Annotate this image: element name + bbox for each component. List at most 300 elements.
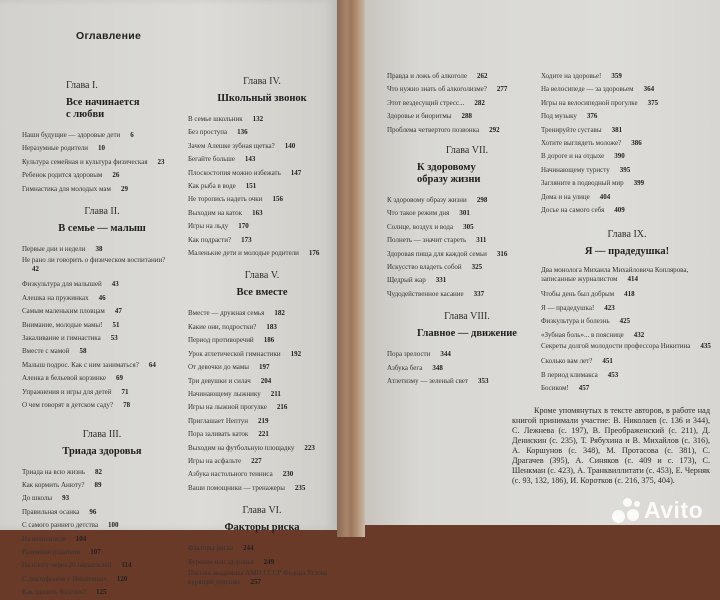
- toc-entry-title: Ваши помощники — тренажеры: [188, 483, 285, 492]
- toc-entry-title: Искусство владеть собой: [387, 263, 462, 272]
- avito-watermark: [612, 497, 703, 524]
- toc-entry-page-number: 143: [244, 155, 256, 164]
- toc-entry-page-number: 42: [32, 265, 39, 274]
- toc-entry-page-number: 71: [121, 387, 129, 396]
- toc-entry: [22, 573, 182, 586]
- toc-entry-title: В дороге и на отдыхе: [541, 152, 605, 161]
- toc-entry-title: Факторы риска: [188, 544, 234, 553]
- toc-entry: [387, 234, 547, 247]
- left-column-1: [22, 80, 182, 600]
- toc-entry-title: Малыш подрос. Как с ним заниматься?: [22, 360, 139, 369]
- toc-entry-title: Что такое режим дня: [387, 209, 450, 218]
- toc-entry-title: Вместе — дружная семья: [188, 309, 265, 318]
- toc-entry: [387, 194, 547, 207]
- toc-entry-page-number: 432: [633, 330, 645, 339]
- toc-entry: [387, 248, 547, 261]
- toc-entry: [387, 288, 547, 301]
- toc-entry-page-number: 46: [98, 293, 106, 302]
- toc-entry: [541, 382, 713, 395]
- toc-entry-title: Игры на велосипедной прогулке: [541, 98, 638, 107]
- toc-entry-page-number: 418: [624, 290, 635, 299]
- toc-entry-title: Дома и на улице: [541, 192, 590, 201]
- chapter-4-title: Школьный звонок: [217, 93, 307, 104]
- toc-entry-title: На велосипеде: [22, 534, 66, 543]
- toc-entry-page-number: 414: [627, 275, 638, 284]
- toc-entry-page-number: 186: [263, 336, 275, 345]
- toc-entry: [188, 569, 336, 587]
- toc-entry-title: В период климакса: [541, 370, 598, 379]
- chapter-2-entries: [22, 243, 182, 412]
- toc-entry-title: Алешка на пружинках: [22, 293, 89, 302]
- toc-entry: [188, 556, 336, 569]
- chapter-5-entries: [188, 307, 336, 495]
- toc-entry-page-number: 104: [75, 534, 87, 543]
- toc-entry: [387, 124, 547, 137]
- toc-entry: [22, 156, 182, 169]
- toc-entry: [188, 468, 336, 481]
- toc-entry-page-number: 353: [478, 377, 489, 386]
- toc-entry-title: Правда и ложь об алкоголе: [387, 72, 468, 80]
- toc-entry-page-number: 244: [243, 544, 254, 553]
- chapter-3-entries: [22, 466, 182, 600]
- toc-entry-page-number: 156: [272, 195, 283, 204]
- toc-entry: [541, 315, 713, 328]
- toc-entry: [22, 305, 182, 318]
- toc-entry: [188, 415, 336, 428]
- toc-entry-title: Загляните в подводный мир: [541, 179, 624, 188]
- toc-entry: [387, 261, 547, 274]
- toc-entry-page-number: 457: [578, 383, 590, 392]
- toc-entry-page-number: 136: [237, 128, 248, 137]
- chapter-9-entries: [541, 266, 713, 395]
- toc-entry-title: Секреты долгой молодости профессора Никитина: [541, 342, 691, 351]
- toc-entry-page-number: 6: [130, 131, 134, 139]
- toc-entry-page-number: 390: [614, 152, 625, 161]
- toc-entry: [22, 345, 182, 358]
- toc-entry-page-number: 29: [120, 184, 128, 193]
- chapter-1-title: Все начинается с любви: [66, 97, 140, 120]
- toc-entry-title: Курение или здоровье: [188, 557, 254, 566]
- toc-entry-page-number: 125: [96, 588, 107, 597]
- toc-entry: [22, 169, 182, 182]
- toc-entry: [387, 110, 547, 123]
- toc-entry: [22, 243, 182, 256]
- toc-entry: [22, 292, 182, 305]
- toc-entry-title: Я — прадедушка!: [541, 303, 595, 312]
- toc-entry-page-number: 23: [157, 157, 165, 166]
- toc-entry-title: Здоровая пища для каждой семьи: [387, 249, 487, 258]
- toc-entry-page-number: 316: [496, 249, 508, 258]
- toc-entry-title: О чем говорят в детском саду?: [22, 401, 114, 410]
- toc-entry: [22, 559, 182, 572]
- toc-entry-page-number: 257: [250, 577, 261, 586]
- toc-entry-page-number: 230: [282, 470, 294, 479]
- toc-entry-title: Три девушки и силач: [188, 376, 251, 385]
- toc-entry-page-number: 395: [619, 165, 631, 174]
- toc-title: Оглавление: [76, 30, 142, 42]
- toc-entry: [387, 362, 547, 375]
- toc-entry-title: С самого раннего детства: [22, 521, 99, 530]
- toc-entry-title: Игры на льду: [188, 222, 229, 231]
- toc-entry-title: Вместе с мамой: [22, 347, 70, 356]
- toc-entry: [541, 191, 713, 204]
- toc-entry: [541, 164, 713, 177]
- chapter-6-label: Глава VI.: [242, 505, 282, 517]
- toc-entry: [541, 355, 713, 368]
- toc-entry-title: Два монолога Михаила Михайловича Коплярова, записанные журналистом: [541, 266, 689, 284]
- toc-entry-page-number: 375: [647, 98, 659, 107]
- toc-entry-title: Бегайте больше: [188, 155, 235, 164]
- toc-entry-page-number: 120: [116, 574, 128, 583]
- toc-entry-page-number: 163: [252, 208, 263, 217]
- toc-entry: [22, 586, 182, 599]
- toc-entry-page-number: 216: [276, 403, 288, 412]
- toc-entry-page-number: 292: [489, 125, 500, 134]
- toc-entry-page-number: 147: [290, 168, 302, 177]
- toc-entry: [22, 466, 182, 479]
- toc-entry-page-number: 311: [476, 236, 487, 245]
- toc-entry-title: Гимнастика для молодых мам: [22, 184, 111, 193]
- toc-entry-title: Как кормить Анюту?: [22, 480, 85, 489]
- toc-entry-page-number: 301: [459, 209, 470, 218]
- toc-entry-title: Что нужно знать об алкоголизме?: [387, 85, 487, 94]
- toc-entry-page-number: 277: [496, 85, 508, 94]
- toc-entry: [541, 150, 713, 163]
- toc-entry: [541, 342, 713, 351]
- toc-entry-title: Письмо академика АМН СССР Федора Углова курящей девушке: [188, 568, 328, 586]
- toc-entry-page-number: 69: [115, 374, 123, 383]
- toc-entry-page-number: 344: [440, 350, 451, 359]
- toc-entry-page-number: 100: [108, 521, 119, 530]
- toc-entry-page-number: 451: [602, 357, 613, 366]
- toc-entry-title: От девочки до мамы: [188, 363, 249, 372]
- toc-entry-page-number: 140: [284, 141, 296, 150]
- toc-entry-page-number: 211: [270, 389, 281, 398]
- toc-entry: [22, 142, 182, 155]
- toc-entry-title: Не торопись надеть очки: [188, 195, 263, 204]
- toc-entry-title: Физкультура для малышей: [22, 280, 102, 289]
- toc-entry-title: Разумные родители: [22, 547, 81, 556]
- toc-entry-page-number: 221: [258, 430, 269, 439]
- toc-entry-title: Чтобы день был добрым: [541, 290, 615, 299]
- chapter-1-label: Глава I.: [66, 80, 98, 91]
- toc-entry: [188, 113, 336, 126]
- toc-entry-page-number: 435: [700, 342, 711, 351]
- toc-entry-page-number: 176: [308, 249, 320, 258]
- toc-entry-title: Самым маленьким пловцам: [22, 307, 105, 316]
- chapter-4-label: Глава IV.: [243, 76, 281, 87]
- toc-entry-page-number: 114: [121, 561, 132, 570]
- toc-entry: [188, 247, 336, 260]
- toc-entry-title: Босиком!: [541, 383, 569, 392]
- chapter-2-label: Глава II.: [84, 206, 120, 218]
- toc-entry: [188, 442, 336, 455]
- toc-entry: [541, 177, 713, 190]
- toc-entry: [188, 180, 336, 193]
- toc-entry-title: К здоровому образу жизни: [387, 196, 467, 205]
- toc-entry-title: Как рыба в воде: [188, 182, 236, 191]
- toc-entry-title: Чудодейственное касание: [387, 289, 464, 298]
- toc-entry-page-number: 348: [432, 363, 443, 372]
- toc-entry-title: Как одолеть болезнь?: [22, 588, 87, 597]
- chapter-8-continued-entries: [541, 70, 713, 217]
- toc-entry-page-number: 249: [263, 557, 275, 566]
- toc-entry-page-number: 404: [599, 192, 611, 201]
- toc-entry-title: С диктофоном у Никитиных: [22, 574, 107, 583]
- toc-entry-page-number: 423: [604, 303, 615, 312]
- toc-entry-page-number: 453: [607, 370, 619, 379]
- toc-entry: [188, 167, 336, 180]
- toc-entry: [188, 193, 336, 206]
- toc-entry-title: Ребенок родится здоровым: [22, 171, 103, 180]
- toc-entry-title: Маленькие дети и молодые родители: [188, 249, 299, 258]
- toc-entry: [22, 183, 182, 196]
- left-column-2: [188, 76, 336, 591]
- chapter-7-label: Глава VII.: [445, 145, 489, 157]
- toc-entry: [22, 492, 182, 505]
- chapter-9-title: Я — прадедушка!: [584, 246, 670, 258]
- toc-entry: [541, 110, 713, 123]
- toc-entry-page-number: 223: [304, 443, 315, 452]
- toc-entry-title: Зачем Алешке зубная щетка?: [188, 141, 275, 150]
- toc-entry-page-number: 219: [257, 416, 269, 425]
- toc-entry-page-number: 47: [114, 307, 122, 316]
- toc-entry-page-number: 262: [477, 72, 488, 80]
- toc-entry: [188, 428, 336, 441]
- toc-entry: [541, 83, 713, 96]
- toc-entry-title: Неразумные родители: [22, 144, 89, 153]
- right-column-2: [541, 70, 713, 395]
- toc-entry: [541, 124, 713, 137]
- left-page: [0, 0, 337, 597]
- right-column-1: [387, 70, 547, 389]
- toc-entry-title: До школы: [22, 494, 53, 503]
- toc-entry: [387, 83, 547, 96]
- toc-entry: [22, 129, 182, 142]
- toc-entry: [188, 153, 336, 166]
- toc-entry-title: Этот вездесущий стресс...: [387, 98, 465, 107]
- toc-entry: [22, 399, 182, 412]
- toc-entry-title: Триада на всю жизнь: [22, 467, 86, 476]
- chapter-8-entries: [387, 348, 547, 388]
- toc-entry-page-number: 183: [266, 322, 277, 331]
- toc-entry: [541, 288, 713, 301]
- chapter-8-label: Глава VIII.: [444, 311, 490, 323]
- toc-entry: [22, 256, 182, 274]
- chapter-4-entries: [188, 113, 336, 260]
- toc-entry-title: Не рано ли говорить о физическом воспитании?: [22, 256, 166, 265]
- chapter-9-label: Глава IX.: [607, 229, 647, 241]
- toc-entry: [22, 519, 182, 532]
- toc-entry-page-number: 298: [476, 196, 488, 205]
- toc-entry-title: Щедрый жар: [387, 276, 426, 285]
- toc-entry-page-number: 425: [619, 317, 631, 326]
- toc-entry-title: Культура семейная и культура физическая: [22, 157, 148, 166]
- toc-entry-page-number: 38: [95, 245, 103, 254]
- toc-entry: [541, 137, 713, 150]
- toc-entry: [541, 369, 713, 382]
- toc-entry: [541, 204, 713, 217]
- toc-entry-title: Приглашает Нептун: [188, 416, 248, 425]
- toc-entry-title: Как подрасти?: [188, 235, 232, 244]
- chapter-6-title: Факторы риска: [224, 522, 300, 534]
- toc-entry-page-number: 305: [463, 222, 474, 231]
- toc-entry: [22, 533, 182, 546]
- toc-entry-page-number: 282: [474, 98, 485, 107]
- toc-entry-page-number: 331: [435, 276, 447, 285]
- toc-entry: [387, 97, 547, 110]
- chapter-3-title: Триада здоровья: [62, 445, 142, 457]
- toc-entry-page-number: 53: [110, 334, 118, 343]
- toc-entry-title: Аленка в бельевой корзинке: [22, 374, 106, 383]
- toc-entry: [188, 542, 336, 555]
- toc-entry-page-number: 235: [294, 483, 306, 492]
- toc-entry-title: Выходим на футбольную площадку: [188, 443, 295, 452]
- toc-entry-page-number: 409: [614, 206, 625, 215]
- toc-entry-title: Солнце, воздух и вода: [387, 222, 454, 231]
- chapter-6-continued-entries: [387, 70, 547, 137]
- toc-entry-title: Азбука бега: [387, 363, 423, 372]
- chapter-1-entries: [22, 129, 182, 196]
- toc-entry-title: Полнеть — значит стареть: [387, 236, 467, 245]
- chapter-5-label: Глава V.: [244, 270, 280, 282]
- toc-entry: [188, 220, 336, 233]
- chapter-8-title: Главное — движение: [417, 328, 517, 340]
- toc-entry: [22, 479, 182, 492]
- toc-entry-title: Физкультура и болезнь: [541, 317, 610, 326]
- toc-entry-page-number: 227: [251, 456, 262, 465]
- book-spine: [337, 0, 365, 537]
- toc-entry-title: Под музыку: [541, 112, 577, 121]
- chapter-5-title: Все вместе: [236, 287, 288, 299]
- toc-entry-title: «Зубная боль»... в пояснице: [541, 330, 624, 339]
- toc-entry: [387, 274, 547, 287]
- toc-entry: [188, 321, 336, 334]
- toc-entry: [22, 332, 182, 345]
- toc-entry-page-number: 364: [643, 85, 655, 94]
- toc-entry: [188, 388, 336, 401]
- toc-entry-page-number: 173: [241, 235, 252, 244]
- toc-entry-title: Азбука настольного тенниса: [188, 470, 273, 479]
- toc-entry-page-number: 51: [112, 320, 120, 329]
- toc-entry: [188, 207, 336, 220]
- toc-entry: [22, 278, 182, 291]
- toc-entry-page-number: 151: [245, 182, 257, 191]
- toc-entry-page-number: 359: [611, 72, 622, 80]
- toc-entry-page-number: 26: [112, 171, 120, 180]
- toc-entry-page-number: 107: [90, 547, 101, 556]
- toc-entry: [188, 455, 336, 468]
- toc-entry-title: Проблема четвертого позвонка: [387, 125, 480, 134]
- toc-entry: [387, 70, 547, 83]
- toc-entry: [541, 70, 713, 83]
- toc-entry: [188, 401, 336, 414]
- toc-entry-page-number: 89: [94, 480, 102, 489]
- toc-entry: [387, 375, 547, 388]
- chapter-3-label: Глава III.: [82, 428, 122, 440]
- toc-entry-page-number: 64: [148, 360, 156, 369]
- toc-entry-title: Без проступа: [188, 128, 228, 137]
- toc-entry-title: Внимание, молодые мамы!: [22, 320, 103, 329]
- toc-entry-title: На плоту через 20 параллелей: [22, 561, 112, 570]
- toc-entry-title: На велосипеде — за здоровьем: [541, 85, 634, 94]
- toc-entry-page-number: 386: [631, 139, 642, 148]
- toc-entry-page-number: 93: [62, 494, 70, 503]
- toc-entry-page-number: 288: [461, 112, 472, 121]
- toc-entry-page-number: 96: [89, 507, 97, 516]
- toc-entry: [541, 302, 713, 315]
- toc-entry-page-number: 325: [471, 263, 483, 272]
- toc-entry: [188, 375, 336, 388]
- toc-entry-title: Пора зрелости: [387, 350, 431, 359]
- avito-wordmark: Avito: [644, 497, 704, 523]
- toc-entry: [22, 359, 182, 372]
- toc-entry-title: Плоскостопия можно избежать: [188, 168, 281, 177]
- toc-entry-title: Какие они, подростки?: [188, 322, 257, 331]
- toc-entry-title: В семье школьник: [188, 115, 243, 123]
- toc-entry-title: Сколько вам лет?: [541, 357, 593, 366]
- toc-entry-title: Период противоречий: [188, 336, 254, 345]
- toc-entry: [387, 348, 547, 361]
- toc-entry-page-number: 376: [586, 112, 598, 121]
- toc-entry-title: Упражнения и игры для детей: [22, 387, 112, 396]
- toc-entry-title: Тренируйте суставы: [541, 125, 602, 134]
- toc-entry-page-number: 399: [633, 179, 645, 188]
- toc-entry: [22, 372, 182, 385]
- toc-entry: [22, 546, 182, 559]
- toc-entry-page-number: 10: [98, 144, 106, 153]
- toc-entry-title: Пора заливать каток: [188, 430, 249, 439]
- toc-entry: [188, 126, 336, 139]
- toc-entry-page-number: 132: [252, 115, 264, 123]
- toc-entry-title: Начинающему лыжнику: [188, 389, 261, 398]
- toc-entry: [541, 266, 713, 284]
- toc-entry: [22, 506, 182, 519]
- toc-entry-title: Первые дни и недели: [22, 245, 86, 254]
- toc-entry-title: Правильная осанка: [22, 507, 80, 516]
- toc-entry-title: Закаливание и гимнастика: [22, 334, 101, 343]
- toc-entry-page-number: 381: [611, 125, 623, 134]
- toc-entry-page-number: 43: [111, 280, 119, 289]
- chapter-6-entries: [188, 542, 336, 587]
- toc-entry: [22, 386, 182, 399]
- toc-entry: [188, 361, 336, 374]
- toc-entry-title: Досье на самого себя: [541, 206, 605, 215]
- toc-entry: [22, 319, 182, 332]
- toc-entry-title: Выходим на каток: [188, 208, 243, 217]
- toc-entry-title: Здоровье и биоритмы: [387, 112, 452, 121]
- toc-entry-title: Начинающему туристу: [541, 165, 610, 174]
- toc-entry: [188, 348, 336, 361]
- toc-entry: [188, 307, 336, 320]
- toc-entry-title: Атлетизму — зеленый свет: [387, 377, 469, 386]
- toc-entry-page-number: 192: [290, 349, 302, 358]
- toc-entry-page-number: 170: [238, 222, 249, 231]
- toc-entry-title: Ходите на здоровье!: [541, 72, 602, 80]
- toc-entry-page-number: 337: [473, 289, 485, 298]
- toc-entry-title: Урок атлетической гимнастики: [188, 349, 281, 358]
- toc-entry-title: Хотите выглядеть моложе?: [541, 139, 622, 148]
- toc-entry: [541, 97, 713, 110]
- toc-entry: [541, 329, 713, 342]
- chapter-7-entries: [387, 194, 547, 301]
- credits-paragraph: Кроме упомянутых в тексте авторов, в работе над книгой принимали участие: В. Николаев (с. 136 и 344), С. Лежнева (с. 197), В. Преображенский (с. 211), Д. Денискин (с. 235), Т. Рябухина и В. Михайлов (с. 316), А. Коршунов (с. 348), М. Протасова (с. 381), С. Драгачев (395), А. Синяков (с. 409 и с. 173), С. Шенкман (с. 423), А. Транквиллитати (с. 453), Е. Черняк (с. 93, 132, 186), И. Коротков (с. 216, 375, 404).: [512, 406, 710, 485]
- toc-entry-page-number: 58: [79, 347, 87, 356]
- toc-entry: [387, 221, 547, 234]
- toc-entry-page-number: 78: [123, 401, 131, 410]
- toc-entry: [188, 482, 336, 495]
- toc-entry-title: Наши будущие — здоровые дети: [22, 131, 121, 139]
